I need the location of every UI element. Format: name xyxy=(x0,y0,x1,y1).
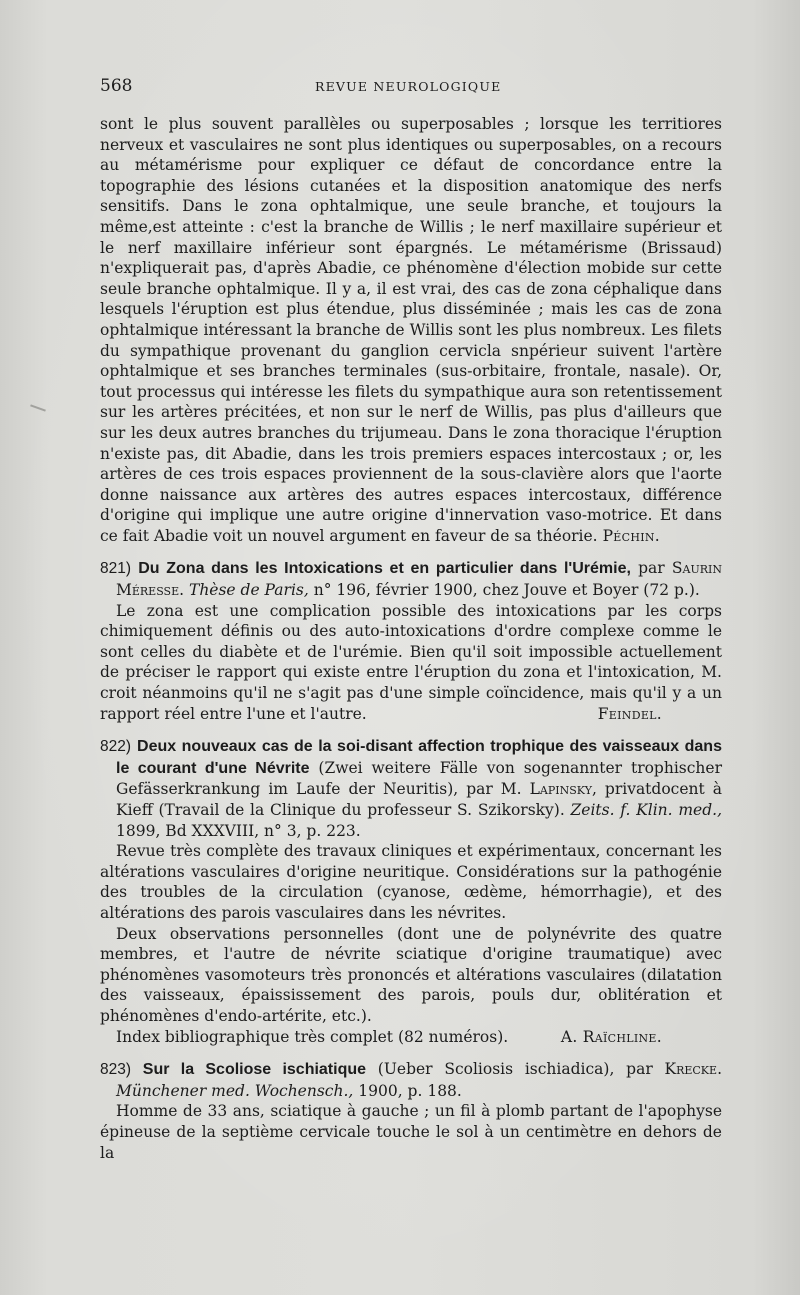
journal-name: Thèse de Paris, xyxy=(188,581,309,600)
journal-name: Münchener med. Wochensch., xyxy=(116,1081,354,1100)
entry-title: Sur la Scoliose ischiatique xyxy=(142,1061,367,1079)
entry-reference xyxy=(100,558,722,600)
author-name: Lapinsky xyxy=(529,780,592,799)
abstract-paragraph xyxy=(100,924,722,1027)
entry-822 xyxy=(100,736,722,1047)
entry-number: 821) xyxy=(100,560,132,578)
continued-text: sont le plus souvent parallèles ou superposables ; lorsque les territiores nerveux et vasculaires ne sont plus identiques ou superposables, on a recours au métamérisme pour expliquer ce défaut de concordance entre la topographie des lésions cutanées et la disposition anatomique des nerfs sensitifs. Dans le zona ophtalmique, une seule branche, et toujours la même,est atteinte : c'est la branche de Willis ; le nerf maxillaire supérieur et le nerf maxillaire inférieur sont épargnés. Le métamérisme (Brissaud) n'expliquerait pas, d'après Abadie, ce phénomène d'élection mobide sur cette seule branche ophtalmique. Il y a, il est vrai, des cas de zona céphalique dans lesquels l'éruption est plus étendue, plus disséminée ; mais les cas de zona ophtalmique intéressant la branche de Willis sont les plus nombreux. Les filets du sympathique provenant du ganglion cervicla snpérieur suivent l'artère ophtalmique et ses branches terminales (sus-orbitaire, frontale, nasale). Or, tout processus qui intéresse les filets du sympathique aura son retentissement sur les artères précitées, et non sur le nerf de Willis, pas plus d'ailleurs que sur les deux autres branches du trijumeau. Dans le zona thoracique l'éruption n'existe pas, dit Abadie, dans les trois premiers espaces intercostaux ; or, les artères de ces trois espaces proviennent de la sous-clavière alors que l'aorte donne naissance aux artères des autres espaces intercostaux, différence d'origine qui implique une autre origine d'innervation vaso-motrice. Et dans ce fait Abadie voit un nouvel argument en faveur de sa théorie. xyxy=(100,115,722,545)
signature: Feindel. xyxy=(597,704,662,723)
running-title: REVUE NEUROLOGIQUE xyxy=(315,79,502,94)
abstract-text: Le zona est une complication possible des intoxications par les corps chimiquement définis ou des auto-intoxications d'ordre complexe comme le sont celles du diabète et de l'urémie. Bien qu'il soit impossible actuellement de préciser le rapport qui existe entre l'éruption du zona et l'intoxication, M. croit néanmoins qu'il ne s'agit pas d'une simple coïncidence, mais qu'il y a un rapport réel entre l'une et l'autre. xyxy=(100,601,722,723)
entry-reference xyxy=(100,736,722,841)
entry-821 xyxy=(100,558,722,724)
entry-title: Deux nouveaux cas de la soi-disant affection trophique des vaisseaux dans le courant d'une Névrite xyxy=(116,738,722,777)
ref-text: (Ueber Scoliosis ischiadica), par xyxy=(366,1060,665,1079)
signature: A. Raïchline. xyxy=(560,1027,662,1046)
ref-text: (Zwei weitere Fälle von sogenannter trophischer Gefässerkrankung im Laufe der Neuritis), par M. xyxy=(116,758,722,799)
page-header xyxy=(100,76,720,100)
page-number: 568 xyxy=(100,76,133,96)
entry-number: 823) xyxy=(100,1061,132,1079)
ref-text: , privatdocent à Kieff (Travail de la Clinique du professeur S. Szikorsky). xyxy=(116,780,722,819)
abstract-paragraph xyxy=(100,841,722,923)
abstract-paragraph xyxy=(100,601,722,725)
abstract-paragraph xyxy=(100,1027,722,1048)
ref-text: n° 196, février 1900, chez Jouve et Boyer (72 p.). xyxy=(308,581,700,600)
ref-text: 1899, Bd XXXVIII, n° 3, p. 223. xyxy=(116,821,361,840)
entry-reference xyxy=(100,1059,722,1101)
margin-mark xyxy=(30,404,46,411)
entry-title: Du Zona dans les Intoxications et en particulier dans l'Urémie, xyxy=(138,560,631,578)
abstract-text: Deux observations personnelles (dont une de polynévrite des quatre membres, et l'autre de névrite sciatique d'origine traumatique) avec phénomènes vasomoteurs très prononcés et altérations vasculaires (dilatation des vaisseaux, épaississement des parois, pouls dur, oblitération et phénomènes d'endo-artérite, etc.). xyxy=(100,924,722,1025)
abstract-text: Revue très complète des travaux cliniques et expérimentaux, concernant les altérations vasculaires d'origine neuritique. Considérations sur la pathogénie des troubles de la circulation (cyanose, œdème, hémorrhagie), et des altérations des parois vasculaires dans les névrites. xyxy=(100,842,722,922)
page-content xyxy=(100,114,722,1163)
continued-paragraph xyxy=(100,114,722,546)
ref-text: par xyxy=(630,559,672,578)
abstract-text: Homme de 33 ans, sciatique à gauche ; un fil à plomb partant de l'apophyse épineuse de la septième cervicale touche le sol à un centimètre en dehors de la xyxy=(100,1102,722,1162)
entry-823 xyxy=(100,1059,722,1163)
abstract-text: Index bibliographique très complet (82 numéros). xyxy=(116,1027,509,1046)
author-name: Krecke xyxy=(664,1060,718,1079)
ref-text: . xyxy=(717,1060,722,1079)
entry-number: 822) xyxy=(100,738,132,756)
author-name: Saurin Méresse xyxy=(116,559,722,600)
journal-name: Zeits. f. Klin. med., xyxy=(570,801,722,819)
ref-text: . xyxy=(179,581,189,600)
ref-text: 1900, p. 188. xyxy=(353,1081,462,1100)
signature: Péchin. xyxy=(602,526,661,545)
abstract-paragraph xyxy=(100,1101,722,1163)
